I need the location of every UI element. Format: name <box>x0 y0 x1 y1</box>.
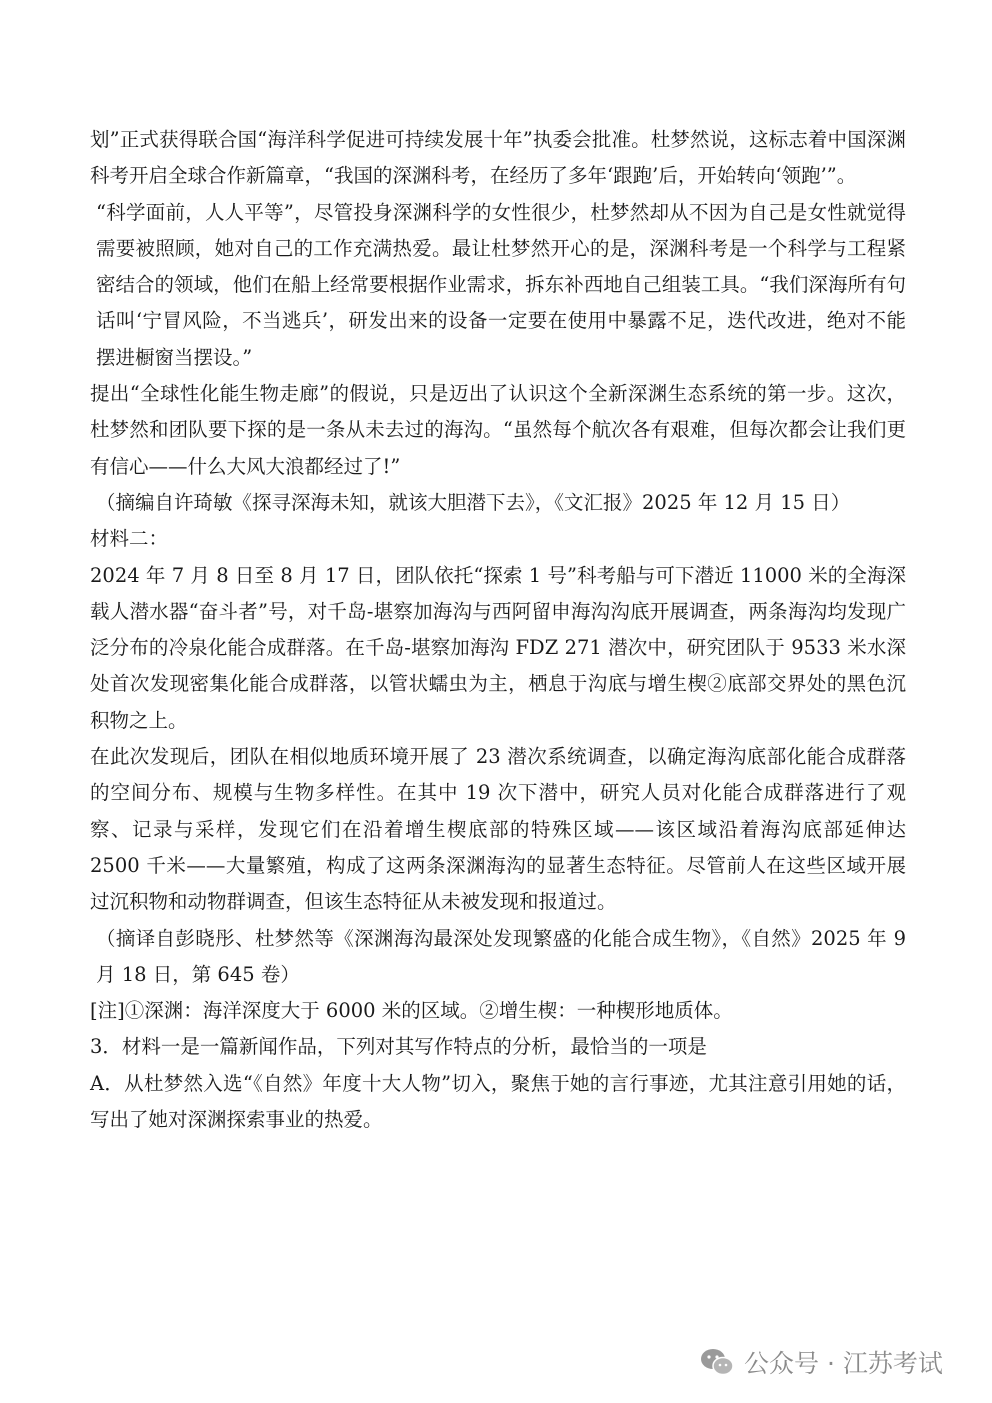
watermark-text: 公众号 · 江苏考试 <box>744 1349 943 1378</box>
paragraph-hypothesis: 提出“全球性化能生物走廊”的假说，只是迈出了认识这个全新深渊生态系统的第一步。这次，杜梦然和团队要下探的是一条从未去过的海沟。“虽然每个航次各有艰难，但每次都会让我们更有信心——什么大风大浪都经过了!” <box>90 382 906 478</box>
paragraph-quote-equality: “科学面前，人人平等”，尽管投身深渊科学的女性很少，杜梦然却从不因为自己是女性就觉得需要被照顾，她对自己的工作充满热爱。最让杜梦然开心的是，深渊科考是一个科学与工程紧密结合的领域，他们在船上经常要根据作业需求，拆东补西地自己组装工具。“我们深海所有句话叫‘宁冒风险，不当逃兵’，研发出来的设备一定要在使用中暴露不足，迭代改进，绝对不能摆进橱窗当摆设。” <box>96 200 906 369</box>
paragraph-survey: 在此次发现后，团队在相似地质环境开展了 23 潜次系统调查，以确定海沟底部化能合成群落的空间分布、规模与生物多样性。在其中 19 次下潜中，研究人员对化能合成群落进行了观察、记录与采样，发现它们在沿着增生楔底部的特殊区域——该区域沿着海沟底部延伸达 2500 千米——大量繁殖，构成了这两条深渊海沟的显著生态特征。尽管前人在这些区域开展过沉积物和动物群调查，但该生态特征从未被发现和报道过。 <box>90 745 906 914</box>
wechat-icon <box>700 1347 734 1377</box>
question-3: 3．材料一是一篇新闻作品，下列对其写作特点的分析，最恰当的一项是 <box>90 1035 707 1059</box>
source-citation-1: （摘编自许琦敏《探寻深海未知，就该大胆潜下去》，《文汇报》2025 年 12 月 15 日） <box>96 490 851 514</box>
paragraph-expedition: 2024 年 7 月 8 日至 8 月 17 日，团队依托“探索 1 号”科考船与可下潜近 11000 米的全海深载人潜水器“奋斗者”号，对千岛-堪察加海沟与西阿留申海沟沟底开展调查，两条海沟均发现广泛分布的冷泉化能合成群落。在千岛-堪察加海沟 FDZ 271 潜次中，研究团队于 9533 米水深处首次发现密集化能合成群落，以管状蠕虫为主，栖息于沟底与增生楔②底部交界处的黑色沉积物之上。 <box>90 563 907 732</box>
document-body <box>90 122 906 1138</box>
source-citation-2: （摘译自彭晓彤、杜梦然等《深渊海沟最深处发现繁盛的化能合成生物》，《自然》2025 年 9 月 18 日，第 645 卷） <box>96 926 906 986</box>
material-two-heading: 材料二： <box>90 527 169 551</box>
paragraph-continuation: 划”正式获得联合国“海洋科学促进可持续发展十年”执委会批准。杜梦然说，这标志着中国深渊科考开启全球合作新篇章，“我国的深渊科考，在经历了多年‘跟跑’后，开始转向‘领跑’”。 <box>90 128 906 188</box>
option-a: A．从杜梦然入选“《自然》年度十大人物”切入，聚焦于她的言行事迹，尤其注意引用她的话，写出了她对深渊探索事业的热爱。 <box>90 1071 906 1132</box>
watermark <box>700 1340 943 1384</box>
footnote: [注]①深渊：海洋深度大于 6000 米的区域。②增生楔：一种楔形地质体。 <box>90 999 733 1023</box>
